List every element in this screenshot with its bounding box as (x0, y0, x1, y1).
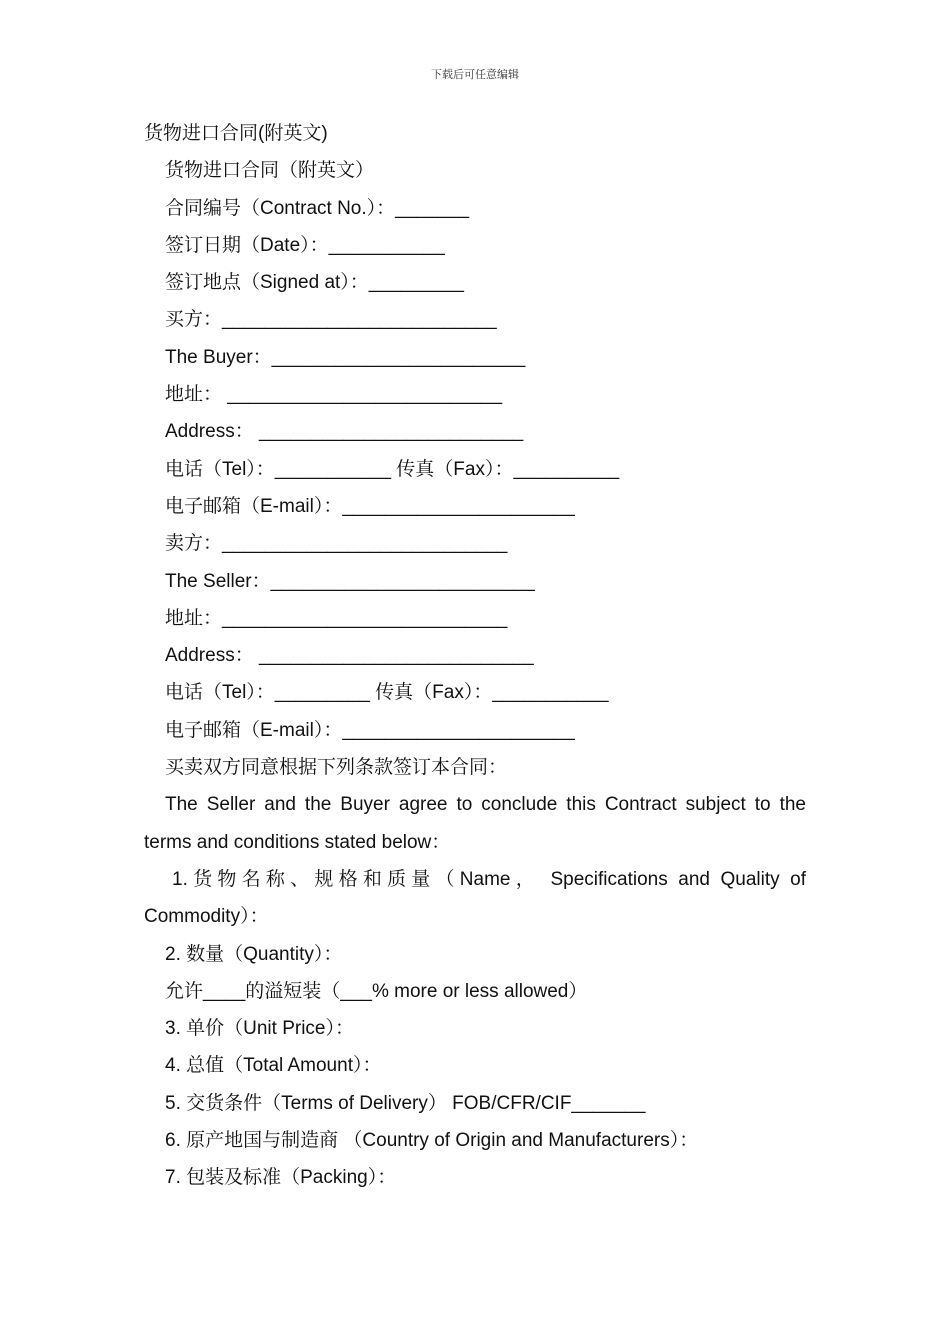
seller-en-field: The Seller：_________________________ (165, 570, 535, 592)
page-header-note: 下载后可任意编辑 (431, 68, 519, 81)
clause-6-origin-manufacturers: 6. 原产地国与制造商 （Country of Origin and Manufacturers）： (165, 1130, 699, 1152)
agreement-en-paragraph: The Seller and the Buyer agree to conclude this Contract subject to the terms and conditions stated below： (144, 794, 806, 853)
buyer-address-cn-field: 地址： __________________________ (165, 384, 503, 406)
buyer-cn-field: 买方：__________________________ (165, 309, 497, 331)
signing-place-field: 签订地点（Signed at）：_________ (165, 272, 464, 294)
clause-7-packing: 7. 包装及标准（Packing）： (165, 1167, 397, 1189)
buyer-tel-fax-field: 电话（Tel）：___________ 传真（Fax）：__________ (165, 458, 620, 480)
agreement-cn: 买卖双方同意根据下列条款签订本合同： (165, 757, 508, 779)
contract-number-field: 合同编号（Contract No.）：_______ (165, 197, 470, 219)
clause-5-delivery-terms: 5. 交货条件（Terms of Delivery） FOB/CFR/CIF_______ (165, 1092, 646, 1114)
buyer-address-en-field: Address： _________________________ (165, 421, 524, 443)
document-title: 货物进口合同(附英文) (144, 123, 328, 144)
seller-email-field: 电子邮箱（E-mail）：______________________ (165, 719, 575, 741)
seller-address-cn-field: 地址：___________________________ (165, 607, 508, 629)
clause-2-tolerance: 允许____的溢短装（___% more or less allowed） (165, 980, 588, 1002)
clause-2-quantity: 2. 数量（Quantity）： (165, 943, 343, 965)
clause-1-name-specs-quality: 1.货物名称、规格和质量（Name， Specifications and Quality of Commodity）： (144, 868, 806, 928)
contract-heading: 货物进口合同（附英文） (165, 160, 375, 182)
seller-cn-field: 卖方：___________________________ (165, 533, 508, 555)
buyer-en-field: The Buyer：________________________ (165, 346, 526, 368)
signing-date-field: 签订日期（Date）：___________ (165, 234, 445, 256)
seller-tel-fax-field: 电话（Tel）：_________ 传真（Fax）：___________ (165, 682, 609, 704)
clause-4-total-amount: 4. 总值（Total Amount）： (165, 1055, 382, 1077)
contract-document (144, 115, 806, 1197)
clause-3-unit-price: 3. 单价（Unit Price）： (165, 1018, 354, 1040)
seller-address-en-field: Address： __________________________ (165, 645, 534, 667)
buyer-email-field: 电子邮箱（E-mail）：______________________ (165, 495, 575, 517)
